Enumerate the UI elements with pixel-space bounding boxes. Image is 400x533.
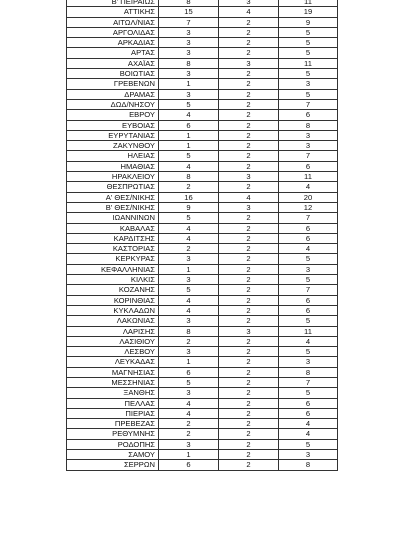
- region-name-cell: ΚΑΒΑΛΑΣ: [67, 223, 159, 233]
- table-row: [67, 244, 338, 254]
- table-row: [67, 429, 338, 439]
- total-cell: 3: [279, 79, 338, 89]
- table-row: [67, 316, 338, 326]
- table-row: [67, 275, 338, 285]
- table-row: [67, 17, 338, 27]
- value-b-cell: 2: [219, 99, 279, 109]
- value-a-cell: 2: [159, 336, 219, 346]
- value-a-cell: 1: [159, 450, 219, 460]
- region-name-cell: ΠΕΛΛΑΣ: [67, 398, 159, 408]
- total-cell: 3: [279, 141, 338, 151]
- region-name-cell: ΞΑΝΘΗΣ: [67, 388, 159, 398]
- total-cell: 6: [279, 110, 338, 120]
- value-a-cell: 5: [159, 99, 219, 109]
- total-cell: 6: [279, 233, 338, 243]
- table-row: [67, 99, 338, 109]
- table-row: [67, 58, 338, 68]
- value-a-cell: 1: [159, 357, 219, 367]
- table-row: [67, 182, 338, 192]
- table-row: [67, 388, 338, 398]
- table-row: [67, 367, 338, 377]
- total-cell: 4: [279, 419, 338, 429]
- value-a-cell: 2: [159, 244, 219, 254]
- value-a-cell: 3: [159, 48, 219, 58]
- value-b-cell: 2: [219, 141, 279, 151]
- region-name-cell: ΑΙΤΩΛ/ΝΙΑΣ: [67, 17, 159, 27]
- value-b-cell: 2: [219, 275, 279, 285]
- value-b-cell: 2: [219, 223, 279, 233]
- value-a-cell: 5: [159, 377, 219, 387]
- total-cell: 5: [279, 48, 338, 58]
- total-cell: 5: [279, 275, 338, 285]
- table-row: [67, 450, 338, 460]
- value-b-cell: 2: [219, 316, 279, 326]
- region-name-cell: ΕΥΒΟΙΑΣ: [67, 120, 159, 130]
- region-name-cell: ΗΛΕΙΑΣ: [67, 151, 159, 161]
- table-row: [67, 295, 338, 305]
- value-a-cell: 4: [159, 408, 219, 418]
- region-name-cell: ΛΕΣΒΟΥ: [67, 347, 159, 357]
- region-name-cell: Α' ΘΕΣ/ΝΙΚΗΣ: [67, 192, 159, 202]
- total-cell: 9: [279, 17, 338, 27]
- region-name-cell: ΣΕΡΡΩΝ: [67, 460, 159, 470]
- total-cell: 5: [279, 316, 338, 326]
- table-row: [67, 419, 338, 429]
- region-name-cell: ΑΡΓΟΛΙΔΑΣ: [67, 27, 159, 37]
- value-b-cell: 2: [219, 27, 279, 37]
- value-a-cell: 3: [159, 27, 219, 37]
- total-cell: 4: [279, 244, 338, 254]
- value-a-cell: 3: [159, 316, 219, 326]
- value-b-cell: 2: [219, 295, 279, 305]
- value-a-cell: 7: [159, 17, 219, 27]
- table-row: [67, 7, 338, 17]
- table-row: [67, 89, 338, 99]
- value-a-cell: 3: [159, 439, 219, 449]
- value-a-cell: 3: [159, 89, 219, 99]
- total-cell: 7: [279, 285, 338, 295]
- total-cell: 4: [279, 182, 338, 192]
- value-b-cell: 2: [219, 120, 279, 130]
- value-b-cell: 2: [219, 69, 279, 79]
- value-b-cell: 2: [219, 450, 279, 460]
- value-b-cell: 3: [219, 172, 279, 182]
- region-name-cell: ΛΑΣΙΘΙΟΥ: [67, 336, 159, 346]
- table-body: [67, 0, 338, 470]
- value-a-cell: 5: [159, 151, 219, 161]
- total-cell: 5: [279, 388, 338, 398]
- value-a-cell: 3: [159, 347, 219, 357]
- region-name-cell: ΚΕΦΑΛΛΗΝΙΑΣ: [67, 264, 159, 274]
- value-b-cell: 2: [219, 429, 279, 439]
- value-b-cell: 2: [219, 357, 279, 367]
- value-b-cell: 2: [219, 233, 279, 243]
- table-row: [67, 0, 338, 7]
- prefecture-table: [66, 0, 338, 471]
- total-cell: 6: [279, 305, 338, 315]
- value-a-cell: 4: [159, 233, 219, 243]
- total-cell: 12: [279, 202, 338, 212]
- value-a-cell: 8: [159, 172, 219, 182]
- total-cell: 5: [279, 347, 338, 357]
- table-row: [67, 408, 338, 418]
- value-b-cell: 2: [219, 439, 279, 449]
- total-cell: 7: [279, 377, 338, 387]
- region-name-cell: ΑΡΚΑΔΙΑΣ: [67, 38, 159, 48]
- value-a-cell: 8: [159, 326, 219, 336]
- value-a-cell: 5: [159, 285, 219, 295]
- table-row: [67, 326, 338, 336]
- region-name-cell: ΗΡΑΚΛΕΙΟΥ: [67, 172, 159, 182]
- region-name-cell: ΛΑΚΩΝΙΑΣ: [67, 316, 159, 326]
- total-cell: 6: [279, 398, 338, 408]
- table-row: [67, 377, 338, 387]
- table-row: [67, 357, 338, 367]
- value-a-cell: 4: [159, 110, 219, 120]
- total-cell: 5: [279, 38, 338, 48]
- region-name-cell: ΔΩΔ/ΝΗΣΟΥ: [67, 99, 159, 109]
- table-row: [67, 192, 338, 202]
- total-cell: 5: [279, 439, 338, 449]
- region-name-cell: Β' ΠΕΙΡΑΙΩΣ: [67, 0, 159, 7]
- table-row: [67, 69, 338, 79]
- value-b-cell: 2: [219, 377, 279, 387]
- value-a-cell: 3: [159, 388, 219, 398]
- value-b-cell: 2: [219, 305, 279, 315]
- table-row: [67, 48, 338, 58]
- region-name-cell: ΜΕΣΣΗΝΙΑΣ: [67, 377, 159, 387]
- value-a-cell: 4: [159, 398, 219, 408]
- value-b-cell: 2: [219, 254, 279, 264]
- table-row: [67, 439, 338, 449]
- value-a-cell: 3: [159, 38, 219, 48]
- value-b-cell: 2: [219, 182, 279, 192]
- table-row: [67, 398, 338, 408]
- value-b-cell: 2: [219, 460, 279, 470]
- region-name-cell: ΠΙΕΡΙΑΣ: [67, 408, 159, 418]
- total-cell: 5: [279, 27, 338, 37]
- value-a-cell: 16: [159, 192, 219, 202]
- region-name-cell: ΔΡΑΜΑΣ: [67, 89, 159, 99]
- total-cell: 4: [279, 429, 338, 439]
- value-b-cell: 2: [219, 419, 279, 429]
- value-b-cell: 2: [219, 285, 279, 295]
- value-b-cell: 2: [219, 398, 279, 408]
- table-row: [67, 110, 338, 120]
- total-cell: 8: [279, 460, 338, 470]
- region-name-cell: ΖΑΚΥΝΘΟΥ: [67, 141, 159, 151]
- value-a-cell: 3: [159, 254, 219, 264]
- value-a-cell: 2: [159, 429, 219, 439]
- total-cell: 6: [279, 223, 338, 233]
- table-row: [67, 347, 338, 357]
- region-name-cell: ΗΜΑΘΙΑΣ: [67, 161, 159, 171]
- table-row: [67, 172, 338, 182]
- table-row: [67, 27, 338, 37]
- region-name-cell: ΜΑΓΝΗΣΙΑΣ: [67, 367, 159, 377]
- value-a-cell: 8: [159, 0, 219, 7]
- total-cell: 11: [279, 58, 338, 68]
- region-name-cell: ΚΕΡΚΥΡΑΣ: [67, 254, 159, 264]
- value-a-cell: 6: [159, 120, 219, 130]
- value-b-cell: 2: [219, 347, 279, 357]
- table-row: [67, 120, 338, 130]
- value-b-cell: 2: [219, 79, 279, 89]
- total-cell: 3: [279, 264, 338, 274]
- table-row: [67, 130, 338, 140]
- region-name-cell: ΘΕΣΠΡΩΤΙΑΣ: [67, 182, 159, 192]
- value-a-cell: 4: [159, 295, 219, 305]
- table-row: [67, 336, 338, 346]
- value-b-cell: 3: [219, 0, 279, 7]
- total-cell: 5: [279, 69, 338, 79]
- value-b-cell: 4: [219, 7, 279, 17]
- total-cell: 7: [279, 213, 338, 223]
- value-b-cell: 3: [219, 58, 279, 68]
- region-name-cell: ΛΕΥΚΑΔΑΣ: [67, 357, 159, 367]
- region-name-cell: ΚΑΣΤΟΡΙΑΣ: [67, 244, 159, 254]
- value-a-cell: 4: [159, 223, 219, 233]
- region-name-cell: ΚΟΖΑΝΗΣ: [67, 285, 159, 295]
- value-a-cell: 1: [159, 130, 219, 140]
- total-cell: 8: [279, 367, 338, 377]
- value-a-cell: 5: [159, 213, 219, 223]
- value-b-cell: 2: [219, 17, 279, 27]
- value-a-cell: 15: [159, 7, 219, 17]
- table-row: [67, 161, 338, 171]
- region-name-cell: ΚΑΡΔΙΤΣΗΣ: [67, 233, 159, 243]
- total-cell: 11: [279, 326, 338, 336]
- total-cell: 7: [279, 99, 338, 109]
- region-name-cell: ΚΙΛΚΙΣ: [67, 275, 159, 285]
- value-a-cell: 4: [159, 161, 219, 171]
- value-b-cell: 2: [219, 48, 279, 58]
- value-b-cell: 2: [219, 89, 279, 99]
- total-cell: 8: [279, 120, 338, 130]
- table-row: [67, 141, 338, 151]
- total-cell: 7: [279, 151, 338, 161]
- region-name-cell: ΑΧΑΪΑΣ: [67, 58, 159, 68]
- value-a-cell: 1: [159, 141, 219, 151]
- value-b-cell: 2: [219, 244, 279, 254]
- region-name-cell: ΡΕΘΥΜΝΗΣ: [67, 429, 159, 439]
- table-row: [67, 233, 338, 243]
- table-row: [67, 305, 338, 315]
- value-b-cell: 2: [219, 336, 279, 346]
- value-a-cell: 8: [159, 58, 219, 68]
- table-row: [67, 202, 338, 212]
- value-b-cell: 2: [219, 161, 279, 171]
- value-a-cell: 4: [159, 305, 219, 315]
- region-name-cell: ΙΩΑΝΝΙΝΩΝ: [67, 213, 159, 223]
- total-cell: 3: [279, 130, 338, 140]
- value-a-cell: 9: [159, 202, 219, 212]
- table-row: [67, 285, 338, 295]
- value-a-cell: 2: [159, 182, 219, 192]
- total-cell: 5: [279, 89, 338, 99]
- region-name-cell: ΓΡΕΒΕΝΩΝ: [67, 79, 159, 89]
- table-row: [67, 223, 338, 233]
- region-name-cell: ΚΥΚΛΑΔΩΝ: [67, 305, 159, 315]
- total-cell: 5: [279, 254, 338, 264]
- value-a-cell: 3: [159, 275, 219, 285]
- region-name-cell: ΠΡΕΒΕΖΑΣ: [67, 419, 159, 429]
- total-cell: 11: [279, 0, 338, 7]
- table-row: [67, 79, 338, 89]
- total-cell: 6: [279, 295, 338, 305]
- table-row: [67, 254, 338, 264]
- total-cell: 19: [279, 7, 338, 17]
- region-name-cell: ΑΤΤΙΚΗΣ: [67, 7, 159, 17]
- value-b-cell: 2: [219, 213, 279, 223]
- region-name-cell: Β' ΘΕΣ/ΝΙΚΗΣ: [67, 202, 159, 212]
- value-b-cell: 2: [219, 38, 279, 48]
- table-row: [67, 460, 338, 470]
- value-b-cell: 2: [219, 408, 279, 418]
- value-b-cell: 3: [219, 202, 279, 212]
- value-a-cell: 6: [159, 460, 219, 470]
- value-b-cell: 2: [219, 130, 279, 140]
- region-name-cell: ΣΑΜΟΥ: [67, 450, 159, 460]
- region-name-cell: ΒΟΙΩΤΙΑΣ: [67, 69, 159, 79]
- total-cell: 4: [279, 336, 338, 346]
- value-a-cell: 3: [159, 69, 219, 79]
- region-name-cell: ΑΡΤΑΣ: [67, 48, 159, 58]
- value-a-cell: 2: [159, 419, 219, 429]
- region-name-cell: ΕΥΡΥΤΑΝΙΑΣ: [67, 130, 159, 140]
- value-a-cell: 1: [159, 79, 219, 89]
- region-name-cell: ΚΟΡΙΝΘΙΑΣ: [67, 295, 159, 305]
- value-b-cell: 2: [219, 110, 279, 120]
- value-b-cell: 3: [219, 326, 279, 336]
- total-cell: 11: [279, 172, 338, 182]
- table-row: [67, 151, 338, 161]
- value-b-cell: 2: [219, 264, 279, 274]
- total-cell: 6: [279, 408, 338, 418]
- table-row: [67, 38, 338, 48]
- total-cell: 6: [279, 161, 338, 171]
- region-name-cell: ΕΒΡΟΥ: [67, 110, 159, 120]
- value-b-cell: 4: [219, 192, 279, 202]
- value-b-cell: 2: [219, 367, 279, 377]
- region-name-cell: ΛΑΡΙΣΗΣ: [67, 326, 159, 336]
- total-cell: 3: [279, 357, 338, 367]
- value-a-cell: 1: [159, 264, 219, 274]
- region-name-cell: ΡΟΔΟΠΗΣ: [67, 439, 159, 449]
- value-b-cell: 2: [219, 388, 279, 398]
- total-cell: 20: [279, 192, 338, 202]
- total-cell: 3: [279, 450, 338, 460]
- table-row: [67, 213, 338, 223]
- value-b-cell: 2: [219, 151, 279, 161]
- table-row: [67, 264, 338, 274]
- value-a-cell: 6: [159, 367, 219, 377]
